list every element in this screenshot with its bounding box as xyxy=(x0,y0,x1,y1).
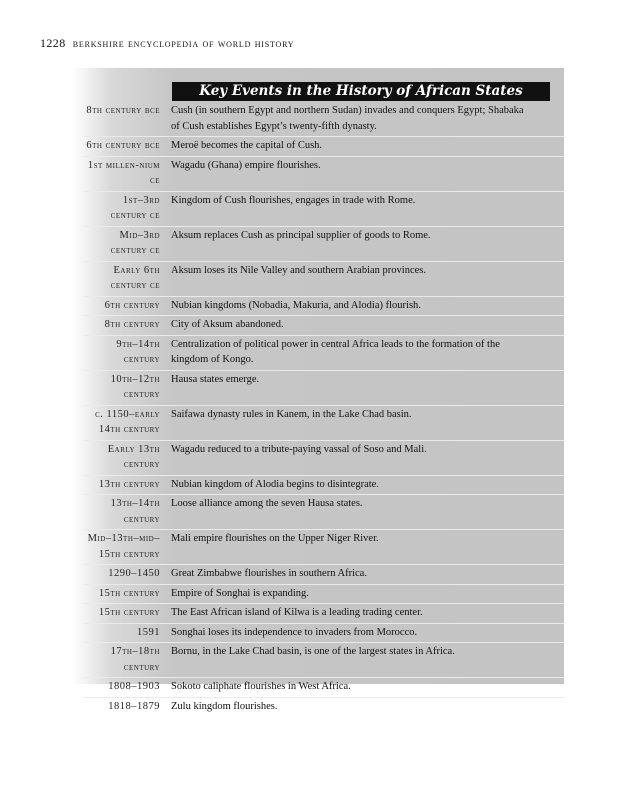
table-row xyxy=(84,137,564,157)
table-row xyxy=(84,585,564,605)
event-text: Cush (in southern Egypt and northern Sudan) invades and conquers Egypt; Shabaka of Cush establishes Egypt’s twenty-fifth dynasty. xyxy=(171,105,524,132)
table-row xyxy=(84,157,564,192)
event-text: Sokoto caliphate flourishes in West Africa. xyxy=(171,681,351,692)
event-date: Mid–13th–mid–15th century xyxy=(87,533,160,560)
table-row xyxy=(84,441,564,476)
event-text: Mali empire flourishes on the Upper Niger River. xyxy=(171,533,379,544)
event-date: 1808–1903 xyxy=(108,681,160,692)
event-text: Songhai loses its independence to invaders from Morocco. xyxy=(171,626,418,638)
event-date: 1818–1879 xyxy=(108,700,160,712)
event-text: Loose alliance among the seven Hausa states. xyxy=(171,498,363,509)
table-row xyxy=(84,530,564,565)
event-text: Nubian kingdoms (Nobadia, Makuria, and Alodia) flourish. xyxy=(171,299,421,311)
event-date: 1591 xyxy=(137,626,160,638)
event-text: Empire of Songhai is expanding. xyxy=(171,587,309,599)
table-row xyxy=(84,316,564,336)
event-text: Bornu, in the Lake Chad basin, is one of the largest states in Africa. xyxy=(171,646,455,657)
page-number: 1228 xyxy=(40,36,66,50)
event-text: Aksum replaces Cush as principal supplier of goods to Rome. xyxy=(171,229,431,241)
table-row xyxy=(84,643,564,678)
table-row xyxy=(84,262,564,297)
table-row xyxy=(84,565,564,585)
event-text: Zulu kingdom flourishes. xyxy=(171,700,278,712)
table-row xyxy=(84,698,564,717)
table-row xyxy=(84,227,564,262)
table-row xyxy=(84,297,564,317)
event-text: Hausa states emerge. xyxy=(171,373,260,385)
book-title: berkshire encyclopedia of world history xyxy=(72,38,295,50)
event-date: 6th century bce xyxy=(86,140,160,151)
table-row xyxy=(84,624,564,644)
event-text: Great Zimbabwe flourishes in southern Africa. xyxy=(171,568,367,579)
events-table xyxy=(84,102,564,716)
event-date: 8th century xyxy=(104,319,160,330)
table-row xyxy=(84,495,564,530)
event-text: Wagadu reduced to a tribute-paying vassal of Soso and Mali. xyxy=(171,443,427,455)
table-row xyxy=(84,678,564,698)
event-text: Wagadu (Ghana) empire flourishes. xyxy=(171,159,321,171)
event-text: Centralization of political power in central Africa leads to the formation of the kingdom of Kongo. xyxy=(171,338,500,365)
event-date: 1290–1450 xyxy=(108,568,160,579)
event-date: 10th–12th century xyxy=(110,373,160,400)
event-date: 13th–14th century xyxy=(110,498,160,525)
event-text: Saifawa dynasty rules in Kanem, in the Lake Chad basin. xyxy=(171,408,412,420)
table-row xyxy=(84,604,564,624)
table-row xyxy=(84,102,564,137)
table-row xyxy=(84,371,564,406)
event-text: Aksum loses its Nile Valley and southern Arabian provinces. xyxy=(171,264,426,276)
event-text: Kingdom of Cush flourishes, engages in trade with Rome. xyxy=(171,194,416,206)
event-date: 15th century xyxy=(98,607,160,618)
event-date: 17th–18th century xyxy=(110,646,160,673)
table-row xyxy=(84,406,564,441)
table-row xyxy=(84,476,564,496)
running-head xyxy=(40,36,294,51)
event-date: Mid–3rd century ce xyxy=(110,229,160,256)
event-date: 1st–3rd century ce xyxy=(110,194,160,221)
event-text: Nubian kingdom of Alodia begins to disintegrate. xyxy=(171,478,379,490)
table-row xyxy=(84,192,564,227)
event-date: c. 1150–early 14th century xyxy=(95,408,160,435)
event-date: 1st millen-nium ce xyxy=(87,159,160,186)
event-date: 9th–14th century xyxy=(116,338,160,365)
event-date: Early 13th century xyxy=(107,443,160,470)
event-date: 13th century xyxy=(98,478,160,490)
event-date: Early 6th century ce xyxy=(110,264,160,291)
event-text: City of Aksum abandoned. xyxy=(171,319,284,330)
table-row xyxy=(84,336,564,371)
table-title: Key Events in the History of African States xyxy=(172,82,550,101)
event-date: 6th century xyxy=(104,299,160,311)
event-text: Meroë becomes the capital of Cush. xyxy=(171,140,323,151)
event-date: 15th century xyxy=(98,587,160,599)
event-text: The East African island of Kilwa is a leading trading center. xyxy=(171,607,423,618)
event-date: 8th century bce xyxy=(86,105,160,116)
